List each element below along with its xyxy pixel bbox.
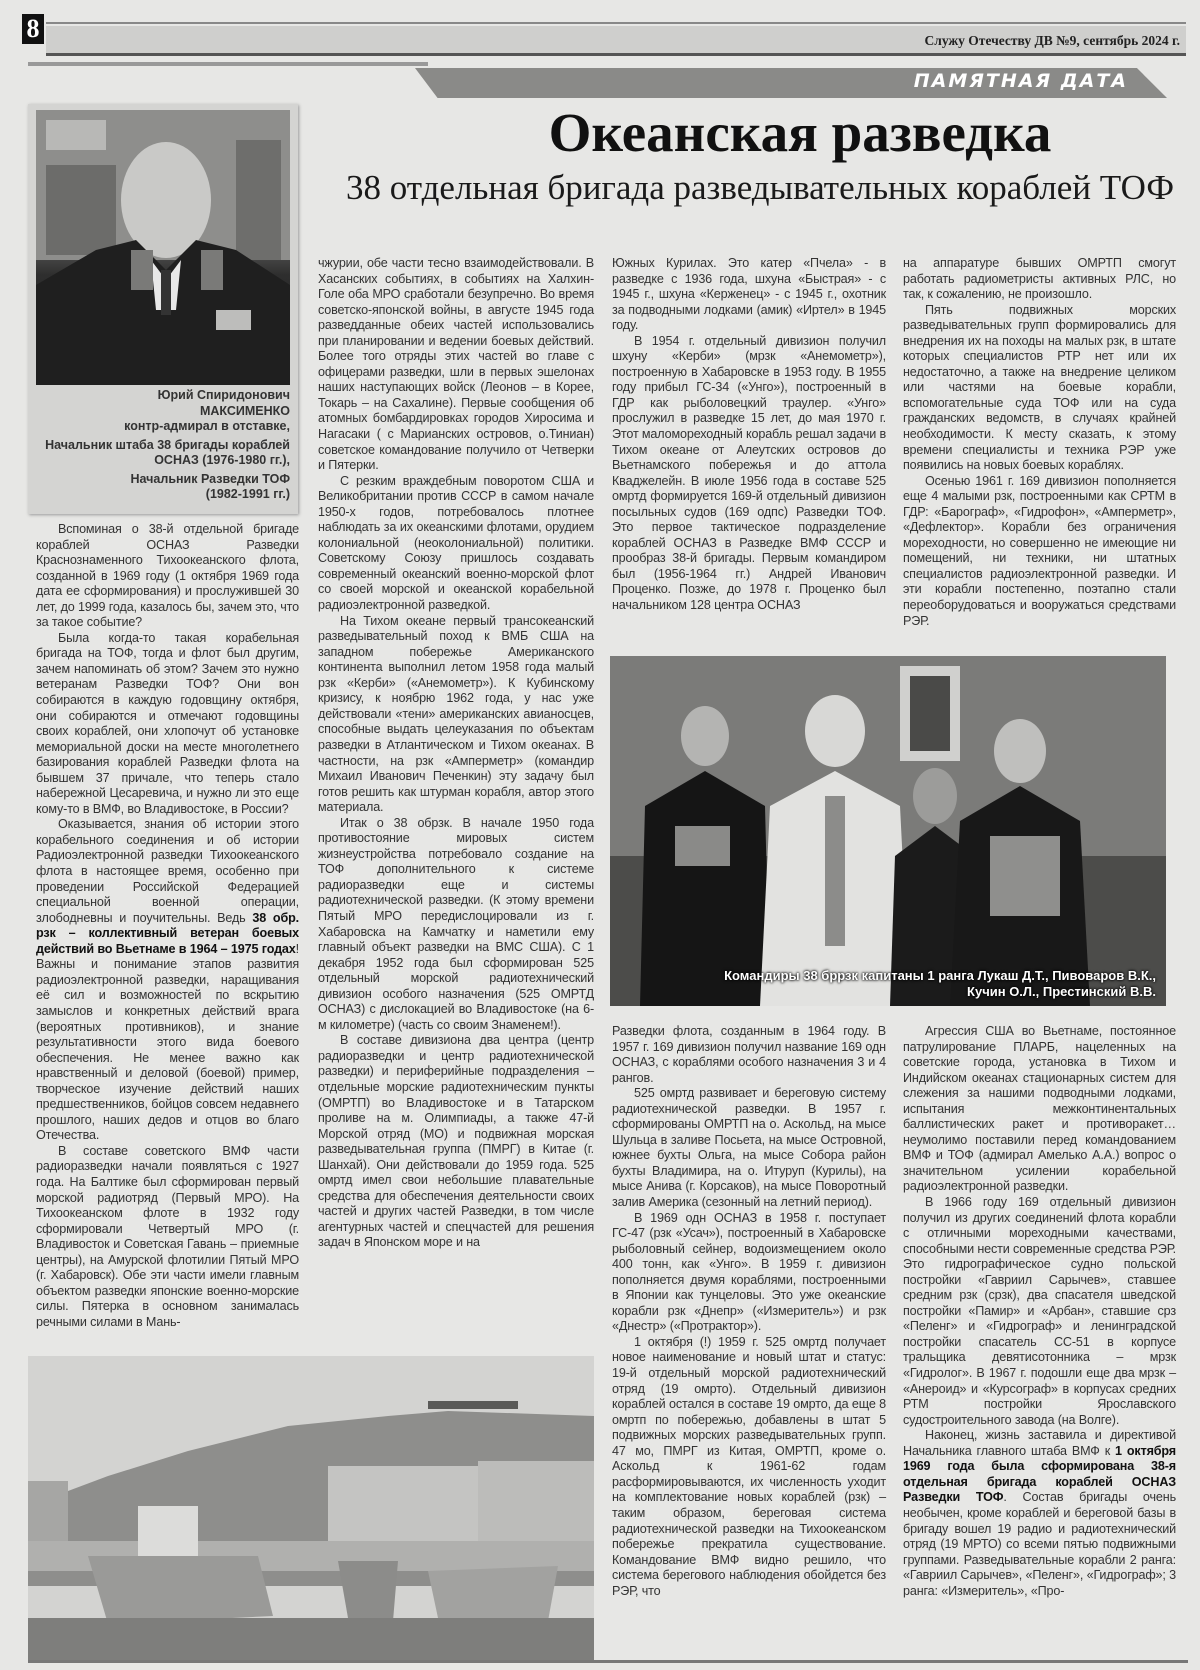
highlighted-text: 1 октября 1969 года была сформирована 38-я отдельная бригада кораблей ОСНАЗ Разведки ТОФ [903, 1443, 1176, 1505]
paragraph-text: ! Важны и понимание этапов развития радиоэлектронной разведки, наращивания её сил и возможностей по вскрытию замыслов и конкретных действий врага (вероятных противников), и знание результативности этого вида боевого обеспечения. Не менее важно как нравственный и деловой (боевой) пример, творческое изучение действий наших предшественников, бойцов совсем недавнего прошлого, наших дедов и отцов во благо Отечества. [36, 941, 299, 1143]
rubric-label: ПАМЯТНАЯ ДАТА [913, 70, 1128, 92]
highlighted-text: 38 обр. рзк – коллективный ветеран боевых действий во Вьетнаме в 1964 – 1975 годах [36, 910, 299, 956]
group-photo-caption [724, 968, 1156, 1000]
paragraph: на аппаратуре бывших ОМРТП смогут работать радиометристы активных РЛС, но так, к сожалению, не произошло. [903, 256, 1176, 302]
paragraph-text: Оказывается, знания об истории этого корабельного соединения и об истории Радиоэлектронной разведки Тихоокеанского флота в настоящее время, особенно при проведении Российской Федерацией специальной военной операции, злободневны и поучительны. Ведь [36, 817, 299, 925]
paragraph: 1 октября (!) 1959 г. 525 омртд получает новое наименование и новый штат и статус: 19-й отдельный морской радиотехнический отряд (19 омрто). Отдельный дивизион кораблей остался в составе 19 омрто, да еще 8 омртп по побережью, добавлены в штат 5 подвижных морских разведывательных групп. 47 мо, ПМРГ из Китая, ОМРТП, кроме о. Аскольд к 1961-62 годам расформировываются, их численность уходит на комплектование новых кораблей (рзк) – таким образом, береговая система радиотехнической разведки на Тихоокеанском побережье прекратила существование. Командование ВМФ видно решило, что система берегового наблюдения обойдется без РЭР, что [612, 1334, 886, 1598]
article-column-2 [318, 256, 594, 1251]
portrait-illustration [36, 110, 290, 385]
paragraph: В составе советского ВМФ части радиоразведки начали появляться с 1927 года. На Балтике был сформирован первый морской радиотряд (Первый МРО). На Тихоокеанском флоте в 1932 году сформировали Четвертый МРО (г. Владивосток и Советская Гавань – приемные центры), на Амурской флотилии Пятый МРО (г. Хабаровск). Обе эти части имели главным объектом разведки японские военно-морские силы. Пятерка в основном занималась речными силами в Мань- [36, 1143, 299, 1329]
author-post-2-years: (1982-1991 гг.) [205, 487, 290, 501]
author-post-2: Начальник Разведки ТОФ [130, 471, 290, 486]
author-caption [36, 388, 290, 503]
header-rule-top [46, 22, 1186, 24]
paragraph [36, 817, 299, 1143]
paragraph: Была когда-то такая корабельная бригада на ТОФ, тогда и флот был другим, зачем напоминать об этом? Зачем это нужно ветеранам Разведки ТОФ? Они вон собираются в каждую годовщину октября, они собираются и отмечают годовщины своих кораблей, они хлопочут об установке мемориальной доски на месте многолетнего базирования кораблей Разведки флота на бывшем 37 причале, что теперь стало набережной Цесаревича, и нужно ли это еще кому-то в ВМФ, во Владивостоке, в России? [36, 630, 299, 816]
paragraph: В 1966 году 169 отдельный дивизион получил из других соединений флота корабли с отличными мореходными качествами, способными нести современные средства РЭР. Это гидрографическое судно польской постройки «Гавриил Сарычев», ставшее средним рзк (срзк), два спасателя шведской постройки «Памир» и «Арбан», ставшие срз «Пеленг» и «Гидрограф» и ленинградской постройки спасатель СС-51 в корпусе тральщика девятисотонника – мрзк «Гидролог». В 1967 г. подошли еще два мрзк – «Анероид» и «Курсограф» в корпусах средних РТМ постройки Ярославского судостроительного завода (на Волге). [903, 1195, 1176, 1427]
group-photo-illustration [610, 656, 1166, 1006]
paragraph: На Тихом океане первый трансокеанский разведывательный поход к ВМБ США на западном побережье Американского континента выполнил летом 1958 года малый рзк «Керби» («Анемометр»). К Кубинскому кризису, к ноябрю 1962 года, у нас уже действовали «тени» американских авианосцев, способные выдать целеуказания по объектам разведки в Атлантическом и Тихом океанах. В частности, на рзк «Амперметр» (командир Михаил Иванович Печенкин) эту задачу был готов решить как штурман корабля, автор этого материала. [318, 613, 594, 815]
paragraph: В 1969 одн ОСНАЗ в 1958 г. поступает ГС-47 (рзк «Усач»), построенный в Хабаровске рыболовный сейнер, водоизмещением около 400 тонн, как «Унго». В 1959 г. дивизион пополняется двумя кораблями, построенными в Японии как тунцеловы. Это уже океанские корабли рзк «Днепр» («Измеритель») и рзк «Днестр» («Протрактор»). [612, 1210, 886, 1334]
paragraph: В составе дивизиона два центра (центр радиоразведки и центр радиотехнической разведки) и периферийные подразделения – отдельные морские радиотехническим пункты (ОМРТП) во Владивостоке и в Татарском проливе на м. Олимпиады, а также 47-й Морской отряд (МО) и подвижная морская разведывательная группа (ПМРГ) в Китае (г. Шанхай). Они действовали до 1959 года. 525 омртд имел свои небольшие плавательные средства для обеспечения деятельности своих частей и других частей Разведки, в том числе агентурных частей и спецчастей для решения задач в Японском море и на [318, 1033, 594, 1250]
article-title: Океанская разведка [548, 102, 1052, 163]
paragraph: Агрессия США во Вьетнаме, постоянное патрулирование ПЛАРБ, нацеленных на советские города, установка в Тихом и Индийском океанах стационарных систем для слежения за нашими подводными лодками, испытания межконтинентальных баллистических ракет и противоракет… неумолимо поставили перед командованием ВМФ и ТОФ (адмирал Амелько А.А.) вопрос о значительном усилении корабельной радиоэлектронной разведки. [903, 1024, 1176, 1194]
paragraph: Разведки флота, созданным в 1964 году. В 1957 г. 169 дивизион получил название 169 одн ОСНАЗ, с кораблями особого назначения 3 и 4 рангов. [612, 1024, 886, 1085]
paragraph: Вспоминая о 38-й отдельной бригаде кораблей ОСНАЗ Разведки Краснознаменного Тихоокеанского флота, созданной в 1969 году (1 октября 1969 года дата ее сформирования) и прослужившей 30 лет, до 1999 года, казалось бы, зачем это, что за такое событие? [36, 522, 299, 630]
author-portrait-photo [36, 110, 290, 385]
footer-rule [28, 1660, 1188, 1663]
caption-line-1: Командиры 38 бррзк капитаны 1 ранга Лукаш Д.Т., Пивоваров В.К., [724, 968, 1156, 983]
paragraph: Южных Курилах. Это катер «Пчела» - в разведке с 1936 года, шхуна «Быстрая» - с 1945 г., шхуна «Керженец» - с 1945 г., охотник за подводными лодками (амик) «Иртел» в 1945 году. [612, 256, 886, 333]
page-number: 8 [22, 14, 44, 44]
commanders-group-photo [610, 656, 1166, 1006]
paragraph: чжурии, обе части тесно взаимодействовали. В Хасанских событиях, в событиях на Халхин-Голе оба МРО сработали безупречно. Во время советско-японской войны, в августе 1945 года разведданные обеих частей использовались при планировании и ведении боевых действий. Более того отряды этих частей во главе с офицерами разведки, шли в первых эшелонах наших наступающих войск (Леонов – в Корее, Токарь – на Сахалине). Первые сообщения об атомных бомбардировках городов Хиросима и Нагасаки ( с Марианских островов, о.Тиниан) советское командование получило от Четверки и Пятерки. [318, 256, 594, 473]
author-first-names: Юрий Спиридонович [157, 388, 290, 402]
header-rule-bottom [46, 53, 1186, 56]
paragraph: С резким враждебным поворотом США и Великобритании против СССР в самом начале 1950-х годов, потребовалось плотнее наблюдать за их океанскими флотами, орудием колониальной (неоколониальной) политики. Советскому Союзу пришлось создавать современный океанский военно-морской флот со своей морской и океанской корабельной радиоэлектронной разведкой. [318, 473, 594, 613]
author-surname: МАКСИМЕНКО [199, 403, 290, 418]
paragraph: В 1954 г. отдельный дивизион получил шхуну «Керби» (мрзк «Анемометр»), построенную в Хабаровске в 1953 году. В 1955 году прибыл ГС-34 («Унго»), построенный в ГДР как рыболовецкий траулер. «Унго» прослужил в разведке 15 лет, до мая 1970 г. Этот маломореходный корабль решал задачи в Тихом океане от Алеутских островов до Вьетнамского побережья и до аттола Кваджелейн. В июле 1956 года в составе 525 омртд формируется 169-й отдельный дивизион посыльных судов (169 одпс) Разведки ТОФ. Это первое тактическое подразделение кораблей ОСНАЗ в Разведке ВМФ СССР и прообраз 38-й бригады. Первым командиром был (1956-1964 гг.) Андрей Иванович Проценко. Позже, до 1978 г. Проценко был начальником 128 центра ОСНАЗ [612, 333, 887, 613]
paragraph-text: Наконец, жизнь заставила и директивой Начальника главного штаба ВМФ к [903, 1428, 1176, 1458]
article-subtitle: 38 отдельная бригада разведывательных кораблей ТОФ [345, 168, 1174, 207]
masthead: Служу Отечеству ДВ №9, сентябрь 2024 г. [924, 33, 1180, 48]
paragraph: Пять подвижных морских разведывательных групп формировались для внедрения их на походы на малых рзк, в штате которых специалистов РТР нет или их недостаточно, а также на внедрение целиком или частями на боевые корабли, вспомогательные суда ТОФ или на суда гражданских ведомств, в случаях крайней необходимости. К месту сказать, к этому времени специалисты и техника РЭР уже появились на новых боевых кораблях. [903, 302, 1176, 473]
paragraph: Итак о 38 обрзк. В начале 1950 года противостояние мировых систем жизнеустройства потребовало создание на ТОФ дополнительного к системе радиоразведки еще и системы радиотехнической разведки. (К этому времени Пятый МРО передислоцировали из г. Хабаровска на Камчатку и наметили ему главный объект разведки на ВМС США). С 1 декабря 1952 года был сформирован 525 отдельный морской радиотехнический дивизион особого назначения (525 ОМРТД ОСНАЗ) с дислокацией во Владивостоке (на 6-м километре) (часть со своим Знаменем!). [318, 815, 594, 1032]
harbor-ships-photo [28, 1356, 594, 1661]
article-column-4-top [903, 256, 1176, 629]
article-column-3-top [612, 256, 886, 614]
caption-line-2: Кучин О.Л., Престинский В.В. [967, 984, 1156, 999]
paragraph [903, 1428, 1176, 1599]
article-column-4-bottom [903, 1024, 1176, 1599]
author-post-1: Начальник штаба 38 бригады кораблей ОСНАЗ (1976-1980 гг.), [45, 437, 290, 467]
header-rule-left [28, 62, 428, 66]
paragraph: 525 омртд развивает и береговую систему радиотехнической разведки. В 1957 г. сформированы ОМРТП на о. Аскольд, на мысе Шульца в заливе Посьета, на мысе Островной, южнее бухты Ольга, на мысе Собора район бухты Владимира, на о. Итуруп (Курилы), на мысе Анива (г. Корсаков), на мысе Поворотный залив Америка (сезонный на летний период). [612, 1086, 886, 1210]
paragraph: Осенью 1961 г. 169 дивизион пополняется еще 4 малыми рзк, построенными как СРТМ в ГДР: «Барограф», «Гидрофон», «Амперметр», «Дефлектор». Корабли без ограничения мореходности, но совершенно не имеющие ни помещений, ни техники, ни штатных специалистов радиоэлектронной разведки. И эти корабли постепенно, поэтапно стали переоборудоваться и вооружаться средствами РЭР. [903, 473, 1176, 628]
paragraph-text: . Состав бригады очень необычен, кроме кораблей и береговой базы в бригаду вошел 19 радио и радиотехнический отряд (19 МРТО) со всеми пятью подвижными группами. Разведывательные корабли 2 ранга: «Гавриил Сарычев», «Пеленг», «Гидрограф»; 3 ранга: «Измеритель», «Про- [903, 1490, 1176, 1598]
harbor-illustration [28, 1356, 594, 1661]
author-rank: контр-адмирал в отставке, [124, 419, 290, 433]
article-column-3-bottom [612, 1024, 886, 1599]
article-column-1 [36, 522, 299, 1330]
